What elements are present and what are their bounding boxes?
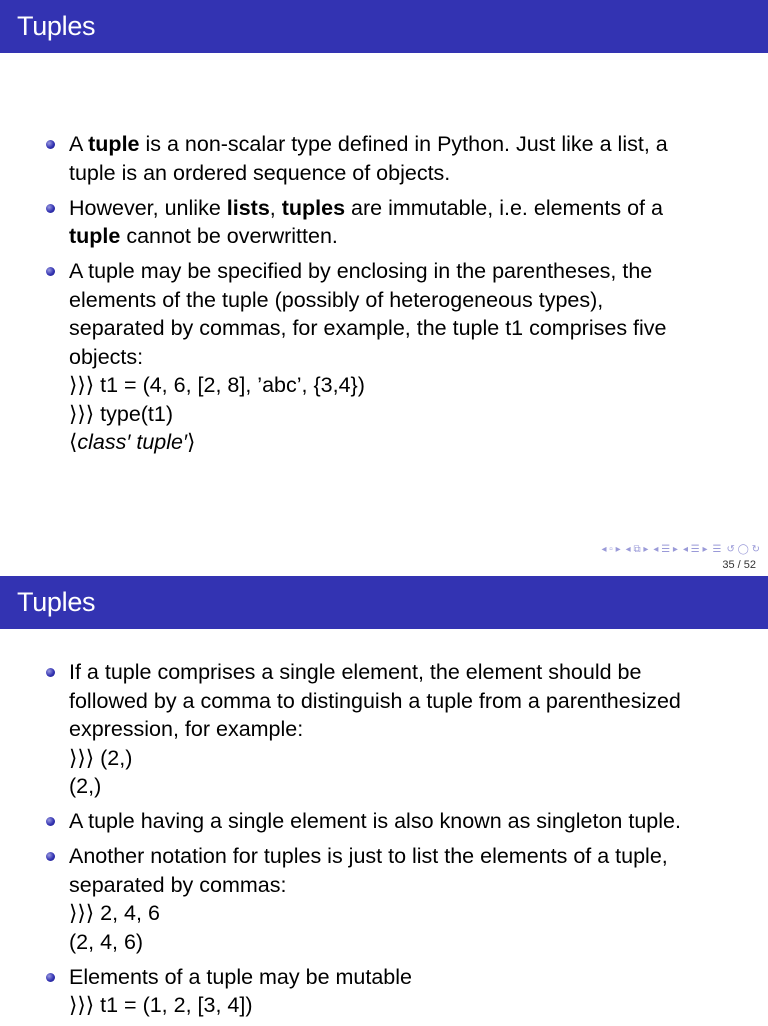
text-line [69, 194, 748, 223]
nav-section-icon[interactable]: ◂ ☰ ▸ [682, 543, 708, 555]
nav-prev-subsection-icon[interactable]: ◂ ☰ ▸ [653, 543, 678, 555]
text-segment: ⟩⟩⟩ t1 = (4, 6, [2, 8], ’abc’, {3,4}) [69, 373, 365, 397]
text-segment: followed by a comma to distinguish a tuple from a parenthesized [69, 688, 681, 713]
text-segment: ⟩ [187, 430, 196, 454]
nav-search-icon[interactable]: ↺ ◯ ↻ [726, 543, 760, 555]
text-line [69, 772, 748, 801]
slide-36 [0, 576, 768, 1024]
text-segment: objects: [69, 344, 144, 369]
text-segment: ⟩⟩⟩ t1 = (1, 2, [3, 4]) [69, 993, 253, 1017]
bullet-item [0, 194, 768, 251]
text-line [69, 257, 748, 286]
text-segment: expression, for example: [69, 717, 304, 741]
text-segment: class′ tuple′ [77, 430, 188, 454]
text-segment: ⟩⟩⟩ type(t1) [69, 401, 174, 426]
text-line [69, 130, 748, 159]
slide-content [0, 658, 768, 1026]
text-segment: elements of the tuple (possibly of heterogeneous types), [69, 287, 604, 312]
text-segment: tuple [69, 224, 121, 248]
text-segment: A tuple having a single element is also known as singleton tuple. [69, 809, 681, 833]
text-segment: cannot be overwritten. [120, 224, 338, 248]
bullet-item [0, 257, 768, 457]
text-segment: is a non-scalar type defined in Python. Just like a list, a [139, 132, 668, 156]
text-segment: Elements of a tuple may be mutable [69, 964, 412, 989]
text-line [69, 658, 748, 687]
text-line [69, 314, 748, 343]
text-segment: tuple is an ordered sequence of objects. [69, 160, 451, 185]
text-line [69, 991, 748, 1020]
bullet-item [0, 807, 768, 836]
text-segment: (2,) [69, 774, 102, 798]
text-line [69, 807, 748, 836]
slide-content [0, 130, 768, 463]
bullet-icon [46, 852, 55, 861]
bullet-item [0, 130, 768, 187]
slide-title: Tuples [0, 576, 768, 629]
text-segment: tuple [88, 132, 140, 156]
text-segment: are immutable, i.e. elements of a [345, 195, 663, 220]
bullet-item [0, 658, 768, 801]
bullet-icon [46, 817, 55, 826]
page-number: 35 / 52 [722, 559, 756, 571]
text-line [69, 159, 748, 188]
text-segment: However, unlike [69, 195, 227, 220]
text-segment: , [269, 195, 282, 220]
bullet-icon [46, 204, 55, 213]
bullet-icon [46, 267, 55, 276]
nav-prev-frame-icon[interactable]: ◂ ▫ ▸ [601, 543, 621, 555]
text-segment: Another notation for tuples is just to list the elements of a tuple, [69, 844, 668, 868]
bullet-icon [46, 973, 55, 982]
beamer-navigation [602, 540, 761, 558]
text-line [69, 222, 748, 251]
text-segment: separated by commas, for example, the tuple t1 comprises five [69, 316, 667, 340]
text-line [69, 715, 748, 744]
text-segment: separated by commas: [69, 872, 287, 897]
bullet-item [0, 842, 768, 956]
text-line [69, 871, 748, 900]
text-segment: lists [226, 195, 270, 220]
nav-menu-icon[interactable]: ☰ [712, 543, 722, 555]
text-segment: tuples [281, 195, 346, 220]
text-line [69, 899, 748, 928]
text-line [69, 428, 748, 457]
nav-prev-section-icon[interactable]: ◂ ⧉ ▸ [625, 543, 649, 555]
text-line [69, 343, 748, 372]
text-segment: A [69, 132, 89, 156]
text-line [69, 371, 748, 400]
bullet-icon [46, 668, 55, 677]
slide-title: Tuples [0, 0, 768, 53]
text-line [69, 286, 748, 315]
text-segment: If a tuple comprises a single element, the element should be [69, 660, 642, 684]
text-segment: (2, 4, 6) [69, 929, 144, 954]
bullet-icon [46, 140, 55, 149]
text-segment: ⟩⟩⟩ (2,) [69, 745, 133, 770]
text-segment: ⟩⟩⟩ 2, 4, 6 [69, 901, 160, 925]
text-line [69, 687, 748, 716]
text-line [69, 744, 748, 773]
bullet-item [0, 963, 768, 1020]
text-segment: A tuple may be specified by enclosing in the parentheses, the [69, 259, 653, 283]
text-line [69, 928, 748, 957]
text-segment: ⟨ [69, 430, 78, 454]
text-line [69, 400, 748, 429]
text-line [69, 842, 748, 871]
text-line [69, 963, 748, 992]
